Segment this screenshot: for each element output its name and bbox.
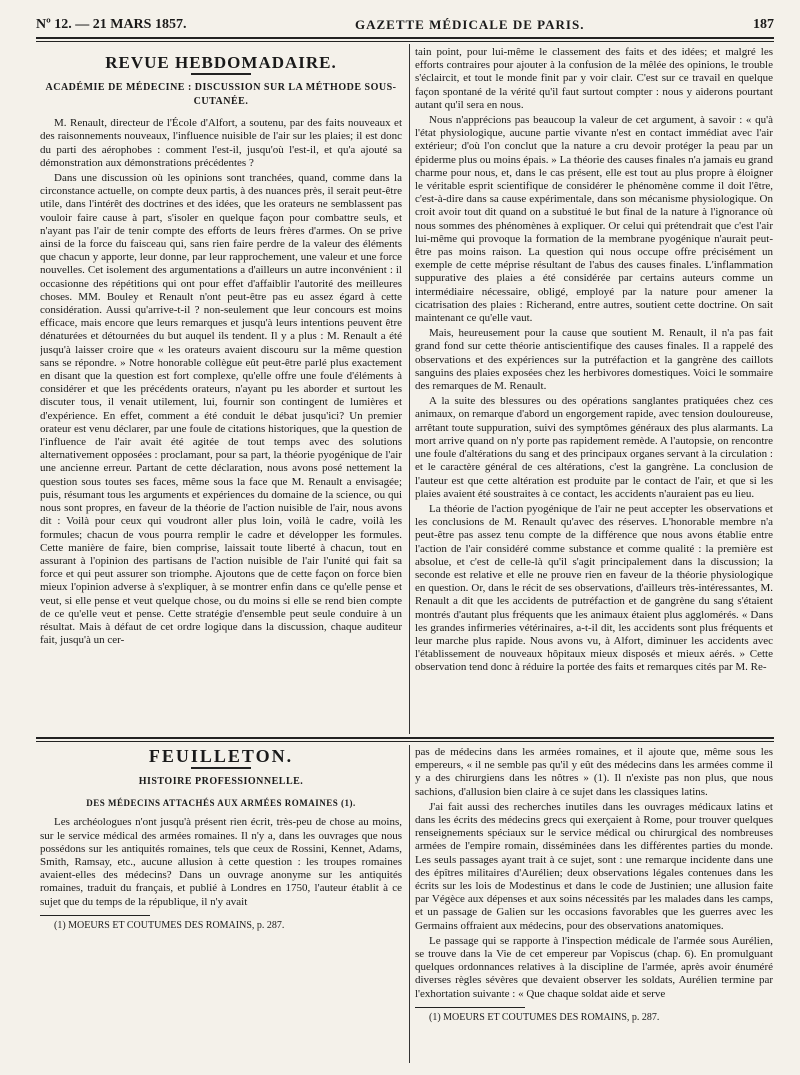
footnote-rule [40,915,150,916]
paragraph: Mais, heureusement pour la cause que soutient M. Renault, il n'a pas fait grand fond sur cette théorie antiscientifique des causes finales. Il a rappelé des observations et des expériences sur la putréfaction et la gangrène des caillots sanguins des plaies exposées chez les herbivores domestiques. Voici le sommaire des remarques de M. Renault. [415,327,773,393]
feuilleton-column-divider [409,745,410,1063]
revue-right-column [415,46,773,734]
page-header [36,14,774,36]
paragraph: J'ai fait aussi des recherches inutiles dans les ouvrages médicaux latins et dans les écrits des médecins grecs qui exerçaient à Rome, pour trouver quelques renseignements spéciaux sur le service médical ou chirurgical des nombreuses armées de l'empire romain, disséminées dans les différentes parties du monde. Les seuls passages ayant trait à ce sujet, sont : une remarque incidente dans une des épîtres militaires d'Aurélien; deux observations légales contenues dans les écrits sur les lois de Modestinus et dans le code de Justinien; une allusion faite par Végèce aux dépenses et aux soins nécessités par les malades dans les camps, et un passage de Galien sur les occasions favorables que les guerres avec les Germains offraient aux médecins, pour des observations anatomiques. [415,800,773,932]
journal-title: GAZETTE MÉDICALE DE PARIS. [354,17,585,32]
revue-left-column [40,46,402,734]
feuilleton-subtitle: DES MÉDECINS ATTACHÉS AUX ARMÉES ROMAINES (1). [86,798,356,809]
paragraph: tain point, pour lui-même le classement des faits et des idées; et malgré les efforts contraires pour ajouter à la confusion de la mêlée des opinions, le trouble s'éclaircit, et tout le monde finit par y voir clair. C'est sur ce travail en quelque façon spontané de la vérité qu'il faut surtout compter : nous y aiderons pourtant autant qu'il sera en nous. [415,46,773,111]
footnote: (1) MOEURS ET COUTUMES DES ROMAINS, p. 287. [429,1011,660,1023]
revue-subtitle: ACADÉMIE DE MÉDECINE : DISCUSSION SUR LA MÉTHODE SOUS-CUTANÉE. [45,82,397,108]
paragraph: M. Renault, directeur de l'École d'Alfort, a soutenu, par des faits nouveaux et des raisonnements nouveaux, l'influence nuisible de l'air sur les plaies; il est donc du parti des aérophobes : comment l'est-il, jusqu'où l'est-il, et qu'a ajouté sa démonstration aux démonstrations précédentes ? [40,117,402,169]
feuilleton-section: HISTOIRE PROFESSIONNELLE. [138,776,304,788]
feuilleton-rule [36,737,774,739]
paragraph: La théorie de l'action pyogénique de l'air ne peut accepter les observations et les conclusions de M. Renault qu'avec des réserves. L'honorable membre n'a peut-être pas assez tenu compte de la différence que nous avons établie entre l'action de l'air considéré comme substance et comme qualité : la première est absolue, et c'est de celle-là qu'il s'agit principalement dans la discussion; la seconde est relative et elle ne prouve rien en faveur de la théorie physiologique en question. Or, dans le récit de ses observations, d'ailleurs très-intéressantes, M. Renault a dit que les accidents de putréfaction et de gangrène du sang s'étaient montrés d'autant plus fréquents que les animaux étaient plus agglomérés. « Dans les grandes infirmeries vétérinaires, a-t-il dit, les accidents sont plus fréquents et leur marche plus rapide. Nous avons vu, à Alfort, diminuer les accidents avec l'établissement de nouveaux hôpitaux mieux disposés et mieux aérés. » Cette observation tend donc à réduire la portée des faits et remarques cités par M. Re- [415,502,773,674]
paragraph: A la suite des blessures ou des opérations sanglantes pratiquées chez ces animaux, on remarque d'abord un engorgement rapide, avec tension douloureuse, arrêtant toute suppuration, suivi des symptômes généraux des plus alarmants. La mort arrive quand on n'y porte pas rapidement remède. A l'autopsie, on rencontre une foule d'altérations du sang et des principaux organes servant à la circulation : et le caractère général de ces altérations, c'est la gangrène. La conclusion de l'auteur est que cette altération est produite par le contact de l'air, et que si les plaies avaient été soustraites à ce contact, les accidents n'auraient pas eu lieu. [415,395,773,500]
column-divider [409,44,410,734]
issue-date: Nº 12. — 21 MARS 1857. [36,17,187,32]
paragraph: Nous n'apprécions pas beaucoup la valeur de cet argument, à savoir : « qu'à l'état physiologique, aucune partie vivante n'est en contact immédiat avec l'air extérieur; d'où l'on conclut que la nature a cru devoir protéger la peau par un épiderme plus ou moins épais. » La théorie des causes finales n'a jamais eu grand charme pour nous, et, dans le cas présent, elle est tout au plus propre à éloigner le véritable esprit scientifique de considérer le phénomène comme il doit l'être, c'est-à-dire dans sa cause expérimentale, dans son mécanisme physiologique. On croit avoir tout dit quand on a substitué le but final de la nature à l'ignorance où nous sommes des phénomènes à expliquer. Or celui qui prétendrait que c'est l'air lui-même qui provoque la formation de la membrane pyogénique n'aurait peut-être pas moins raison. La question qui nous occupe offre précisément un exemple de cette méprise résultant de l'abus des causes finales. L'inflammation suppurative des plaies a été considérée par certains auteurs comme un intermédiaire nécessaire, obligé, employé par la nature pour amener la cicatrisation des plaies : Richerand, entre autres, soutient cette doctrine. On sait maintenant ce qu'elle vaut. [415,114,773,325]
page-number: 187 [752,17,774,32]
paragraph: Dans une discussion où les opinions sont tranchées, quand, comme dans la circonstance actuelle, on compte deux partis, à des nuances près, il serait peut-être utile, dans l'intérêt des doctrines et des idées, que les orateurs ne semblassent pas vouloir faire cause à part, s'isoler en quelque façon pour combattre seuls, et n'ayant pas l'air de tenir compte des efforts de leurs frères d'armes. On se prive ainsi de la force du faisceau qui, sans rien faire perdre de la valeur des éléments que chacun y apporte, leur donne, par leur rapprochement, une valeur et une force nouvelles. Cet isolement des argumentations a d'ailleurs un autre inconvénient : il occasionne des répétitions qui ont pour effet d'affaiblir l'autorité des meilleures choses. MM. Bouley et Renault n'ont peut-être pas eu assez égard à cette considération. Aussi qu'arrive-t-il ? non-seulement que leur concours est moins efficace, mais encore que leurs remarques et jusqu'à leurs intentions peuvent être dénaturées et détournées du but auquel ils tendent. Il y a plus : M. Renault a été jusqu'à laisser croire que « les orateurs avaient discouru sur la même question sans se répondre. » Notre honorable collègue eût peut-être parlé plus exactement en disant que la question est fort complexe, qu'elle offre une foule d'éléments à considérer et que les précédents orateurs, n'ayant pu les aborder et surtout les discuter tous, il venait utilement, lui, fournir son contingent de lumières et d'expérience. En effet, comment a été conduit le débat jusqu'ici? Un premier orateur est venu déclarer, par une foule de citations historiques, que la question de l'influence de l'air avait été agitée de tout temps avec des solutions alternativement opposées : proclamant, pour sa part, la théorie pyogénique de l'air une ancienne erreur. Partant de cette déclaration, nous avons posé nettement la question sous toutes ses faces, même sous la face que M. Renault a envisagée; puis, résumant tous les arguments et expériences du domaine de la science, ou qui nous sont propres, en faveur de la théorie de l'action nuisible de l'air, nous avons dit : Voilà pour ceux qui voudront aller plus loin, voilà le cadre, voilà les formules; chacun de vous pourra remplir le cadre et développer les formules. Cette manière de faire, bien comprise, laissait toute liberté à chacun, tout en assurant à l'opinion des partisans de l'action nuisible de l'air l'unité qui fait sa force et qui peut assurer son triomphe. Ajoutons que de cette façon on force bien mieux l'opinion adverse à s'expliquer, à se montrer enfin dans ce qu'elle pense et veut, si elle pense et veut quelque chose, ou du moins si elle se rend bien compte de ce qu'elle veut et pense. Cette stratégie d'ensemble peut seule conduire à un résultat. Mais à défaut de cet ordre logique dans la discussion, chaque auditeur fait, jusqu'à un cer- [40,172,402,647]
feuilleton-right-column [415,746,773,1064]
paragraph: Les archéologues n'ont jusqu'à présent rien écrit, très-peu de chose au moins, sur le service médical des armées romaines. Il n'y a, dans les ouvrages que nous possédons sur les antiquités romaines, tels que ceux de Rossini, Kennet, Adams, Smith, Ramsay, etc., aucune allusion à cette question : les troupes romaines avaient-elles des médecins? Dans un ouvrage anonyme sur les antiquités romaines, traduit du français, et publié à Londres en 1750, l'auteur établit à ce sujet que du temps de la république, il n'y avait [40,816,402,908]
feuilleton-left-column [40,746,402,1064]
header-rule-thin [36,41,774,42]
feuilleton-rule-thin [36,741,774,742]
header-rule [36,37,774,39]
feuilleton-title: FEUILLETON. [148,746,294,766]
revue-title-rule [191,73,251,75]
footnote: (1) MOEURS ET COUTUMES DES ROMAINS, p. 287. [54,919,285,931]
revue-title: REVUE HEBDOMADAIRE. [105,53,337,72]
feuilleton-title-rule [191,767,251,769]
paragraph: pas de médecins dans les armées romaines, et il ajoute que, même sous les empereurs, « il ne semble pas qu'il y eût des médecins dans les armées comme il y a des chirurgiens dans les nôtres » (1). Il n'existe pas non plus, que nous sachions, d'allusion bien claire à ce sujet dans les classiques latins. [415,746,773,798]
footnote-rule [415,1007,525,1008]
paragraph: Le passage qui se rapporte à l'inspection médicale de l'armée sous Aurélien, se trouve dans la Vie de cet empereur par Vopiscus (chap. 6). En promulguant quelques ordonnances relatives à la discipline de l'armée, après avoir énuméré diverses règles sévères que devaient observer les soldats, Aurélien termine par l'exhortation suivante : « Que chaque soldat aide et serve [415,934,773,1000]
